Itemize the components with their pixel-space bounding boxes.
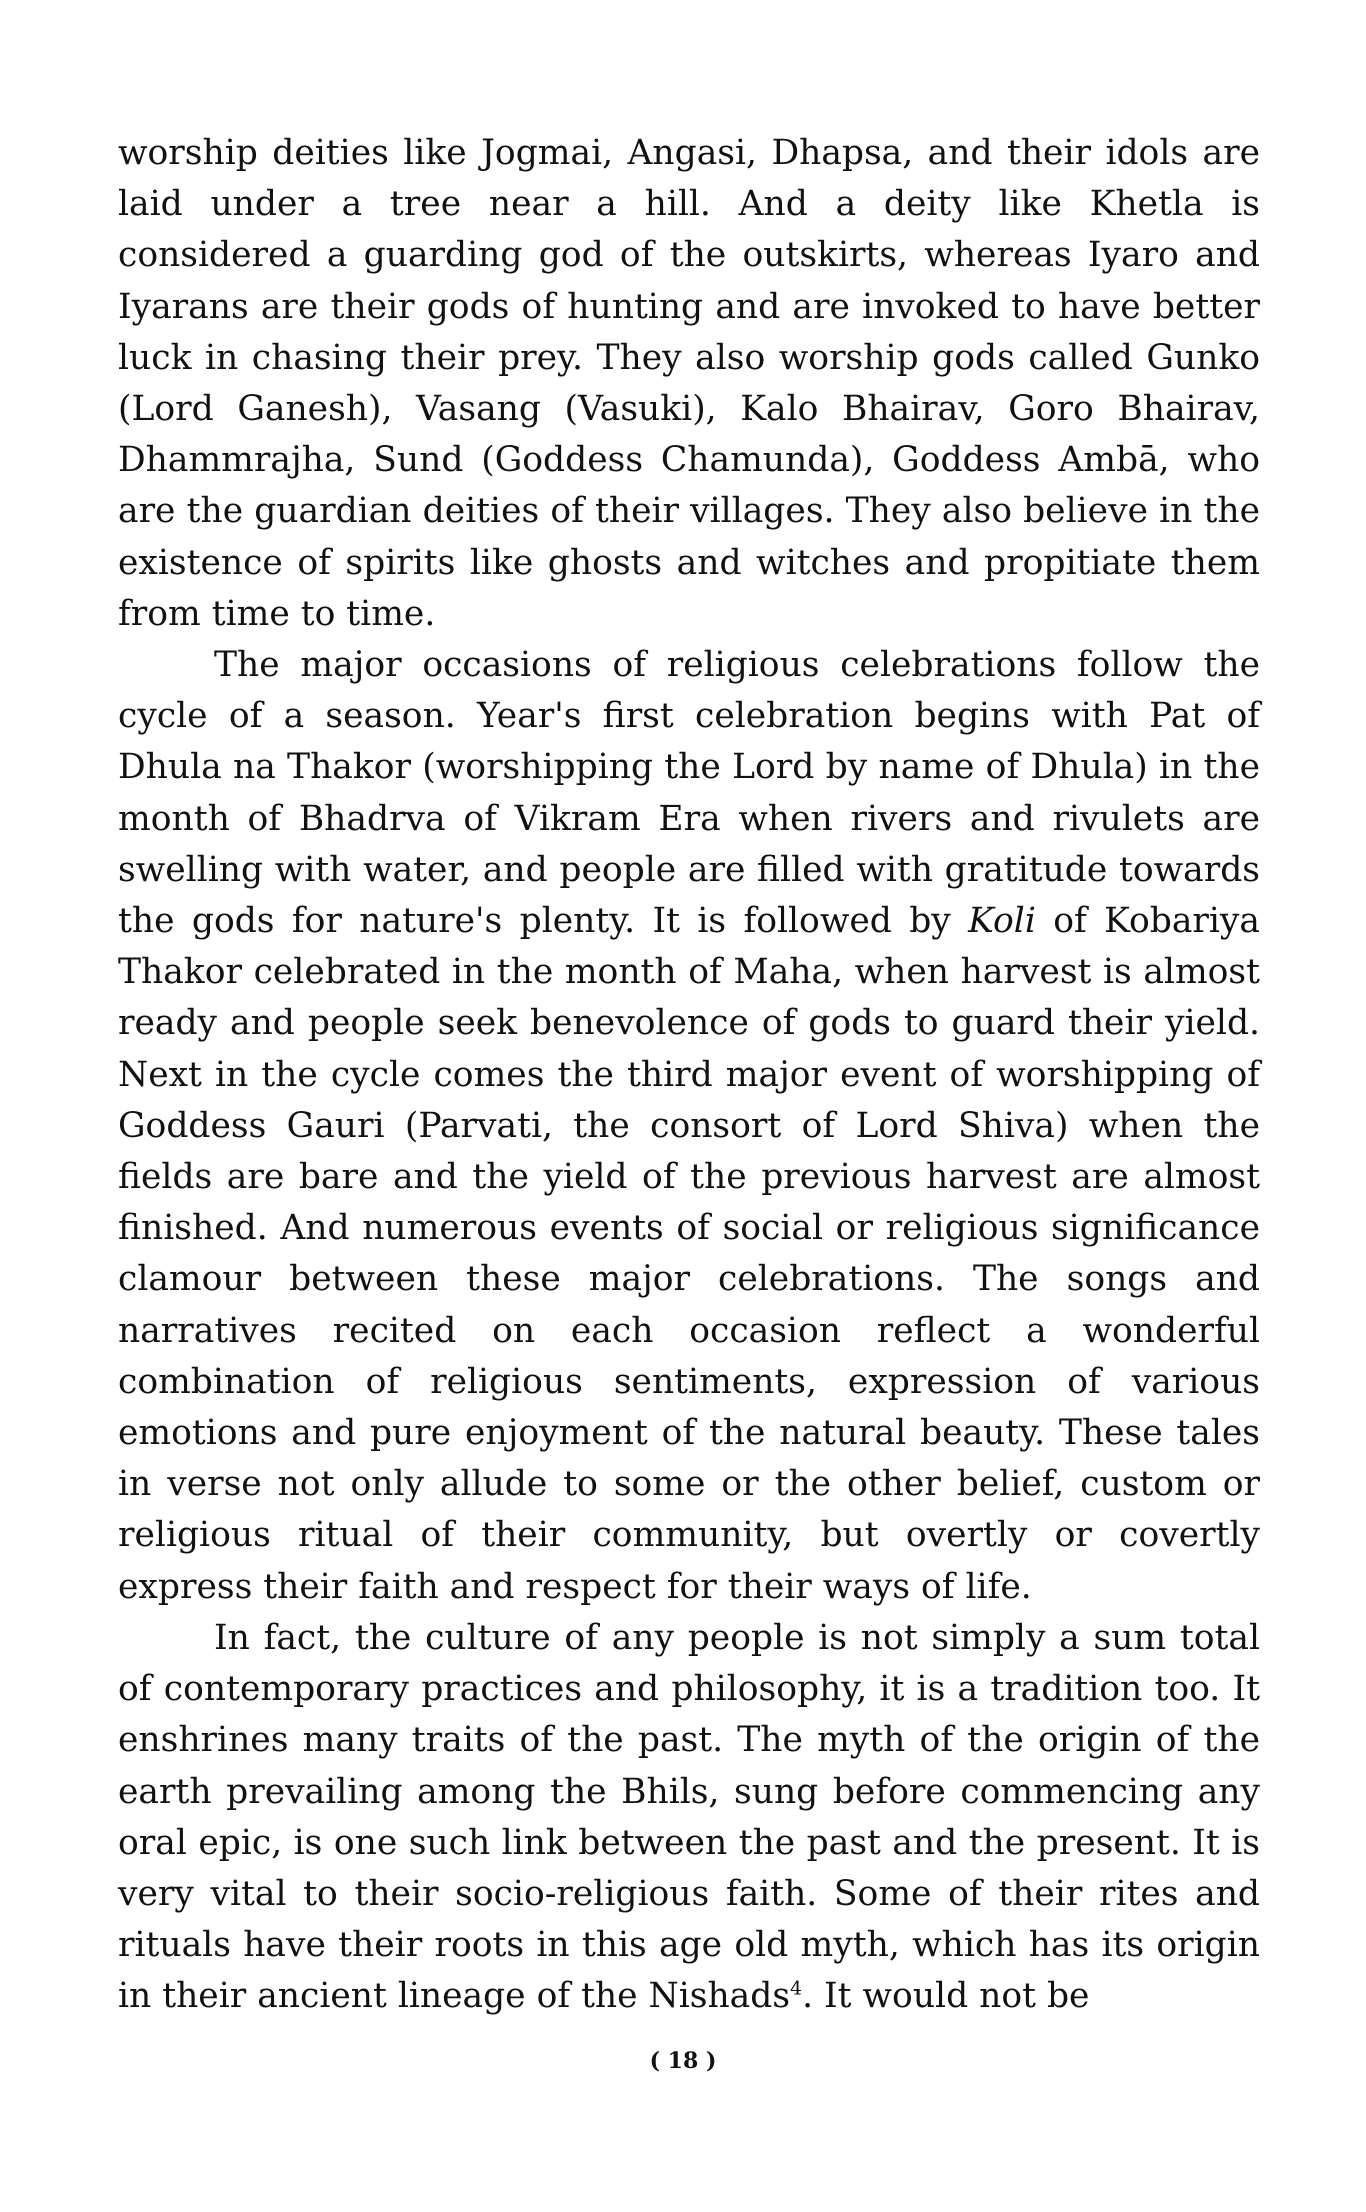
paragraph-celebrations <box>118 640 1260 1613</box>
koli-term: Koli <box>968 901 1036 942</box>
page-body <box>118 128 1260 2023</box>
paragraph-deities: worship deities like Jogmai, Angasi, Dhapsa, and their idols are laid under a tree near a hill. And a deity like Khetla is considered a guarding god of the outskirts, whereas Iyaro and Iyarans are their gods of hunting and are invoked to have better luck in chasing their prey. They also worship gods called Gunko (Lord Ganesh), Vasang (Vasuki), Kalo Bhairav, Goro Bhairav, Dhammrajha, Sund (Goddess Chamunda), Goddess Ambā, who are the guardian deities of their villages. They also believe in the existence of spirits like ghosts and witches and propitiate them from time to time. <box>118 133 1260 634</box>
footnote-marker: 4 <box>790 1977 803 2000</box>
paragraph-tradition <box>118 1613 1260 2023</box>
paragraph-celebrations-text-1: The major occasions of religious celebrations follow the cycle of a season. Year's first celebration begins with Pat of Dhula na Thakor (worshipping the Lord by name of Dhula) in the month of Bhadrva of Vikram Era when rivers and rivulets are swelling with water, and people are filled with gratitude towards the gods for nature's plenty. It is followed by <box>118 645 1260 942</box>
paragraph-tradition-text-2: . It would not be <box>802 1976 1090 2017</box>
page-number: ( 18 ) <box>649 2048 717 2074</box>
paragraph-tradition-text-1: In fact, the culture of any people is not simply a sum total of contemporary practices and philosophy, it is a tradition too. It enshrines many traits of the past. The myth of the origin of the earth prevailing among the Bhils, sung before commencing any oral epic, is one such link between the past and the present. It is very vital to their socio-religious faith. Some of their rites and rituals have their roots in this age old myth, which has its origin in their ancient lineage of the Nishads <box>118 1617 1260 2017</box>
paragraph-celebrations-text-2: of Kobariya Thakor celebrated in the month of Maha, when harvest is almost ready and people seek benevolence of gods to guard their yield. Next in the cycle comes the third major event of worshipping of Goddess Gauri (Parvati, the consort of Lord Shiva) when the fields are bare and the yield of the previous harvest are almost finished. And numerous events of social or religious significance clamour between these major celebrations. The songs and narratives recited on each occasion reflect a wonderful combination of religious sentiments, expression of various emotions and pure enjoyment of the natural beauty. These tales in verse not only allude to some or the other belief, custom or religious ritual of their community, but overtly or covertly express their faith and respect for their ways of life. <box>118 901 1260 1607</box>
